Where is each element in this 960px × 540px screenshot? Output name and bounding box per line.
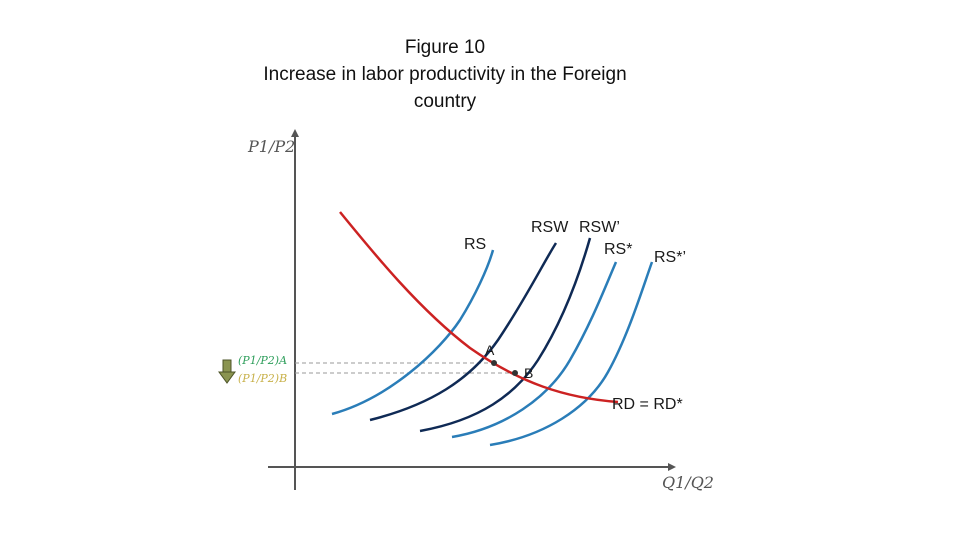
rs-label: RS	[464, 236, 487, 253]
equilibrium-point-a	[491, 360, 497, 366]
rs-star-prime-curve	[490, 262, 652, 445]
rd-label: RD = RD*	[612, 396, 683, 413]
point-b-label: B	[524, 365, 534, 381]
title-line-2: Increase in labor productivity in the Foreign	[263, 64, 627, 85]
rsw-prime-label: RSW’	[579, 219, 620, 236]
rs-curve	[332, 250, 493, 414]
rsw-prime-curve	[420, 238, 590, 431]
rs-star-prime-label: RS*’	[654, 249, 687, 266]
rsw-curve	[370, 243, 556, 420]
title-line-1: Figure 10	[404, 37, 486, 58]
rsw-label: RSW	[531, 219, 569, 236]
price-b-label: (P1/P2)B	[238, 372, 288, 385]
x-axis-label: Q1/Q2	[662, 473, 714, 492]
price-fall-arrow-icon	[219, 360, 235, 383]
price-a-label: (P1/P2)A	[238, 354, 288, 367]
rs-star-label: RS*	[604, 241, 633, 258]
y-axis-label: P1/P2	[248, 137, 296, 156]
equilibrium-point-b	[512, 370, 518, 376]
point-a-label: A	[485, 342, 495, 358]
title-line-3: country	[413, 91, 477, 112]
